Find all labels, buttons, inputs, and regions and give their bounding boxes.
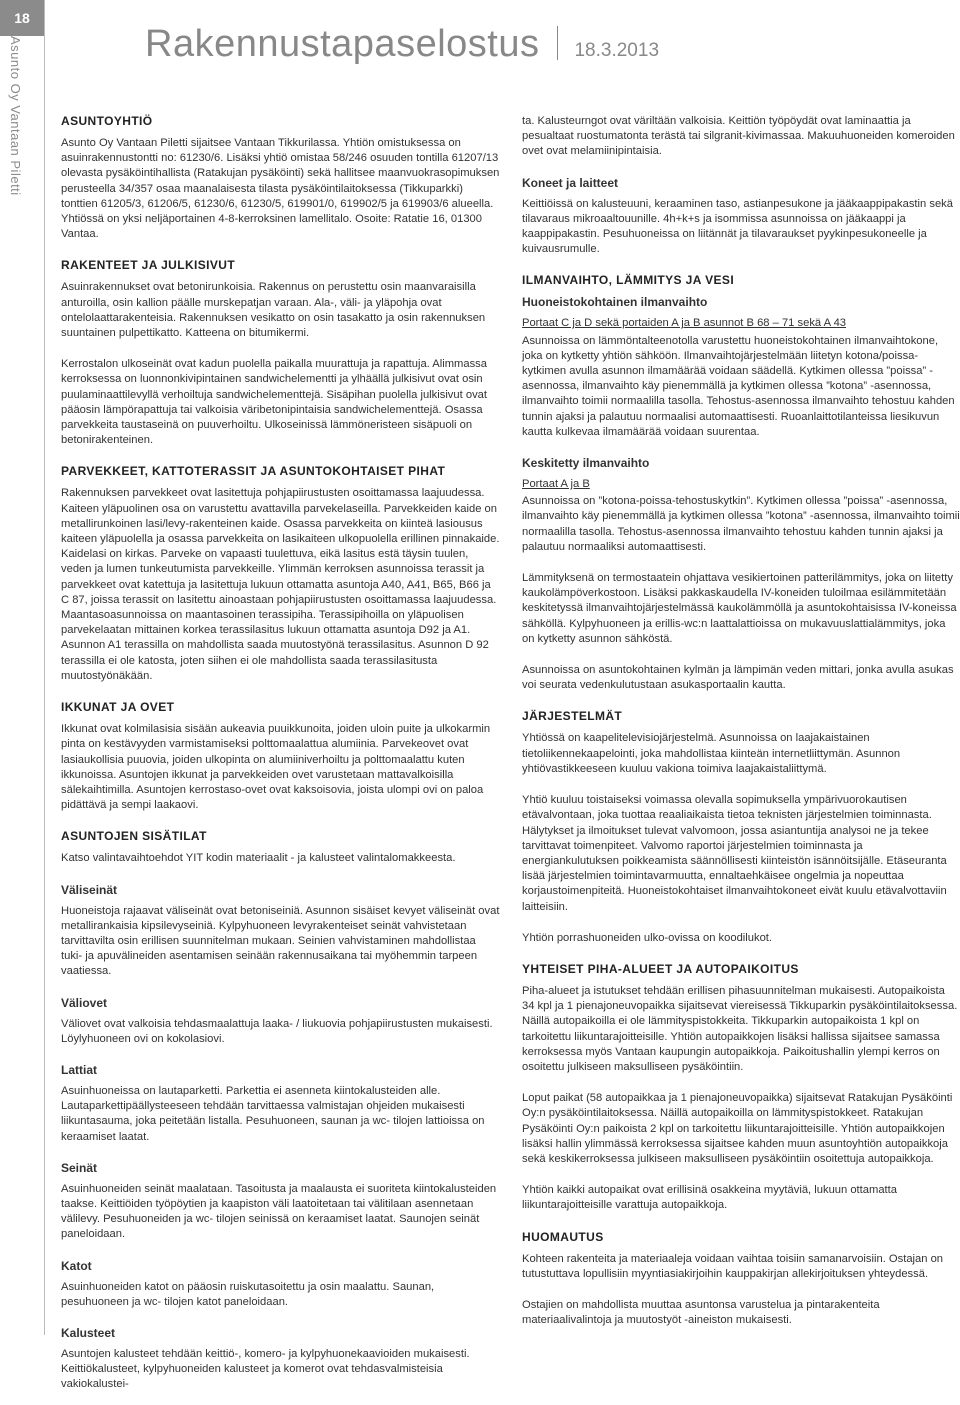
subsection-heading: Koneet ja laitteet [522, 175, 619, 190]
section-heading: RAKENTEET JA JULKISIVUT [61, 258, 236, 273]
subsection-heading: Kalusteet [61, 1325, 116, 1340]
page-date: 18.3.2013 [574, 40, 660, 61]
title-divider [557, 26, 558, 60]
sidebar [0, 0, 45, 1335]
paragraph: ta. Kalusteurngot ovat väriltään valkoisia. Keittiön työpöydät ovat laminaattia ja pesualtaat ruostumatonta terästä tai silgranit-kivimassaa. Makuuhuoneiden komeroiden ovet ovat melamiinipintaisia. [522, 115, 955, 158]
paragraph: Asunnoissa on asuntokohtainen kylmän ja lämpimän veden mittari, jonka avulla asukas voi seurata vedenkulutustaan asukasportaalin kautta. [522, 664, 954, 692]
paragraph: Kerrostalon ulkoseinät ovat kadun puolella paikalla muurattuja ja rapattuja. Alimmassa kerroksessa on luonnonkivipintainen sandwichelementti ja ylhäällä julkisivut ovat osin puulaminaattilevyllä verhoiltuja sandwichelementtejä. Sisäpihan puolella julkisivut ovat pääosin lämpörapattuja tai valkoisia väribetonipintaisia sandwichelementtejä. Osassa parvekkeita taustaseinä on puuverhoiltu. Ulkoseinissä lämmöneristeen sisäpuoli on betonirakenteinen. [61, 358, 487, 447]
paragraph: Väliovet ovat valkoisia tehdasmaalattuja laaka- / liukuovia pohjapiirustusten mukaisesti. Löylyhuoneen ovi on kokolasiovi. [61, 1017, 493, 1045]
left-column [61, 114, 500, 1405]
section-heading: PARVEKKEET, KATTOTERASSIT JA ASUNTOKOHTAISET PIHAT [61, 464, 446, 479]
paragraph: Piha-alueet ja istutukset tehdään erillisen pihasuunnitelman mukaisesti. Autopaikoista 34 kpl ja 1 pienajoneuvopaikka sijaitsevat viereisessä Tikkuparkin pysäköintilaitoksessa. Näillä autopaikoilla ei ole lämmityspistokkeita. Tikkuparkin autopaikoista 1 kpl on tarkoitettu liikuntarajoitteisille. Yhtiön autopaikkojen lisäksi hallissa sijaitsee samassa kerroksessa myös Vantaan kaupungin autopaikkoja. Paikoitushallin ylempi kerros on osoitettu julkiseen maksulliseen pysäköintiin. [522, 984, 958, 1073]
paragraph: Asuinhuoneiden katot on pääosin ruiskutasoitettu ja osin maalattu. Saunan, pesuhuoneen ja wc- tilojen katot paneloidaan. [61, 1280, 435, 1308]
paragraph: Ostajien on mahdollista muuttaa asuntonsa varustelua ja pintarakenteita materiaalivalintoja ja muutostyöt -aineiston mukaisesti. [522, 1298, 880, 1327]
paragraph: Yhtiö kuuluu toistaiseksi voimassa olevalla sopimuksella ympärivuorokautisen etävalvontaan, joka tuottaa reaaliaikaista tietoa teknisten järjestelmien toiminnasta. Hälytykset ja ilmoitukset tulevat valvomoon, jossa asiantuntija analysoi ne ja tekee tarvittavat toimenpiteet. Valvomo raportoi järjestelmien toiminnasta ja energiankulutuksen poikkeamista säännöllisesti kiinteistön isännöitsijälle. Etäseuranta lisää järjestelmien toimintavarmuutta, ennaltaehkäisee ongelmia ja nopeuttaa korjaustoimenpiteitä. Huoneistokohtaiset ilmanvaihtokoneet eivät kuulu etävalvottaviin laitteisiin. [522, 794, 947, 913]
paragraph: Yhtiön kaikki autopaikat ovat erillisinä osakkeina myytäviä, lukuun ottamatta liikuntarajoitteisille varattuja autopaikkoja. [522, 1184, 897, 1212]
section-heading: JÄRJESTELMÄT [522, 709, 623, 724]
paragraph: Katso valintavaihtoehdot YIT kodin materiaalit - ja kalusteet valintalomakkeesta. [61, 852, 456, 865]
section-heading: YHTEISET PIHA-ALUEET JA AUTOPAIKOITUS [522, 961, 799, 976]
paragraph: Yhtiössä on kaapelitelevisiojärjestelmä. Asunnoissa on laajakaistainen tietoliikennekaapelointi, joka mahdollistaa kiinteän internetliittymän. Asunnon yhtiövastikkeeseen kuuluu vakiona toimiva laajakaistaliittymä. [522, 732, 901, 775]
page-number: 18 [0, 0, 44, 36]
right-column [522, 114, 960, 1340]
paragraph: Asuntojen kalusteet tehdään keittiö-, komero- ja kylpyhuonekaavioiden mukaisesti. Keittiökalusteet, kylpyhuoneiden kalusteet ja komerot ovat tehdasvalmisteisia vakiokalustei- [61, 1347, 470, 1391]
page-header [145, 22, 659, 72]
paragraph: Yhtiön porrashuoneiden ulko-ovissa on koodilukot. [522, 931, 773, 944]
subsection-heading: Huoneistokohtainen ilmanvaihto [522, 295, 708, 310]
paragraph: Asuinhuoneiden seinät maalataan. Tasoitusta ja maalausta ei suoriteta kiintokalusteiden taakse. Keittiöiden työpöytien ja kaapiston väli laatoitetaan tai välitilaan asennetaan välilevy. Pesuhuoneiden ja wc- tilojen seinissä on keraamiset laatat. Saunojen seinät paneloidaan. [61, 1182, 497, 1241]
paragraph: Asunnoissa on ”kotona-poissa-tehostuskytkin”. Kytkimen ollessa ”poissa” -asennossa, ilmanvaihto käy pienemmällä ja kytkimen ollessa ”kotona” -asennossa, ilmanvaihto toimii normaalilla tasolla. Tehostus-asennossa ilmanvaihto tehostuu kahden tunnin ajaksi ja palautuu normaaliksi automaattisesti. [522, 495, 960, 553]
section-heading: ASUNTOYHTIÖ [61, 114, 153, 128]
paragraph: Asuinrakennukset ovat betonirunkoisia. Rakennus on perustettu osin maanvaraisilla anturoilla, osin kallion päälle murskepatjan varaan. Ala-, väli- ja yläpohja ovat ontelolaattarakenteisia. Rakennuksen vesikatto on osin tasakatto ja osin rakennuksen suuntainen pulpettikatto. Katteena on bitumikermi. [61, 281, 486, 340]
side-label: Asunto Oy Vantaan Piletti [8, 36, 23, 196]
paragraph: Asunto Oy Vantaan Piletti sijaitsee Vantaan Tikkurilassa. Yhtiön omistuksessa on asuinrakennustontti no: 61230/6. Lisäksi yhtiö omistaa 58/246 osuuden tontilla 61207/13 olevasta pysäköintihallista (Ratakujan pysäköinti) sekä hallitsee maanvuokrasopimuksen perusteella 34/357 osaa maanalaisesta tilasta pysäköintilaitoksessa (Tikkuparkki) tonttien 61205/3, 61206/5, 61230/6, 61230/5, 619901/0, 619902/5 ja 619903/6 alueella. Yhtiössä on yksi neljäportainen 4-8-kerroksinen lamellitalo. Osoite: Ratatie 16, 01300 Vantaa. [61, 137, 500, 241]
section-heading: HUOMAUTUS [522, 1229, 604, 1244]
page-title: Rakennustapaselostus [145, 23, 540, 65]
section-heading: ILMANVAIHTO, LÄMMITYS JA VESI [522, 273, 735, 288]
subsection-heading: Keskitetty ilmanvaihto [522, 456, 650, 471]
section-heading: IKKUNAT JA OVET [61, 700, 175, 715]
paragraph: Keittiöissä on kalusteuuni, keraaminen taso, astianpesukone ja jääkaappipakastin sekä tilavaraus mikroaaltouunille. 4h+k+s ja isommissa asunnoissa on jääkaappi ja kaappipakastin. Pesuhuoneissa on liitännät ja tilavaraukset pyykinpesukoneelle ja kuivausrumulle. [522, 197, 953, 256]
subsection-heading: Väliovet [61, 995, 108, 1010]
paragraph: Asunnoissa on lämmöntalteenotolla varustettu huoneistokohtainen ilmanvaihtokone, joka on kytketty yhtiön sähköön. Ilmanvaihtojärjestelmään liitetyn kotona/poissa-kytkimen avulla asunnon ilmamäärää voidaan säädellä. Kytkimen ollessa ”poissa” -asennossa, ilmanvaihto käy pienemmällä ja kytkimen ollessa ”kotona” -asennossa, ilmanvaihto toimii normaalilla tasolla. Tehostus-asennossa ilmanvaihto tehostuu kahden tunnin ajaksi ja palautuu normaalisi automaattisesti. Ruoanlaittotilanteissa liesikuvun kautta kulkevaa ilmamäärää voidaan suurentaa. [522, 334, 955, 438]
subsection-heading: Lattiat [61, 1062, 97, 1077]
paragraph: Huoneistoja rajaavat väliseinät ovat betoniseiniä. Asunnon sisäiset kevyet väliseinät ovat metallirankaisia kipsilevyseiniä. Kylpyhuoneen levyrakenteiset seinät vahvistetaan tarvittavilta osin erillisen suunnitelman mukaan. Seinien vahvistaminen mahdollistaa tuki- ja apuvälineiden asentamisen seinään rakennusaikana tai myöhemmin tarpeen vaatiessa. [61, 904, 500, 978]
paragraph: Ikkunat ovat kolmilasisia sisään aukeavia puuikkunoita, joiden uloin puite ja ulkokarmin pinta on kestävyyden varmistamiseksi polttomaalattua alumiinia. Parvekeovet ovat lasiaukollisia puuovia, joiden ulkopinta on alumiiniverhoiltu ja polttomaalattu kuten ikkunoissa. Asuntojen ikkunat ja parvekkeiden ovet varustetaan mattavalkoisilla sälekaihtimilla. Asuntojen kerrostaso-ovet ovat kaksoisovia, joista ulompi ovi on paloa pidättävä ja sempi laakaovi. [61, 723, 491, 812]
subsection-heading: Katot [61, 1258, 92, 1273]
underlined-scope: Portaat C ja D sekä portaiden A ja B asunnot B 68 – 71 sekä A 43 [522, 317, 847, 330]
paragraph: Loput paikat (58 autopaikkaa ja 1 pienajoneuvopaikka) sijaitsevat Ratakujan Pysäköinti Oy:n pysäköintilaitoksessa. Näillä autopaikoilla on lämmityspistokkeet. Ratakujan Pysäköinti Oy:n paikoista 2 kpl on tarkoitettu liikuntarajoitteisille. Yhtiön autopaikkojen lisäksi hallin ylimmässä kerroksessa sijaitsee kahden muun asuntoyhtiön autopaikkoja sekä keskikerroksessa julkiseen maksulliseen pysäköintiin osoitettuja autopaikkoja. [522, 1092, 953, 1165]
paragraph: Lämmityksenä on termostaatein ohjattava vesikiertoinen patterilämmitys, joka on liitetty kaukolämpöverkostoon. Lisäksi pakkaskaudella IV-koneiden tuloilmaa esilämmitetään keskitetyssä ilmanvaihtojärjestelmässä kaukolämmöllä ja asuntokohtaisissa IV-koneissa sähköllä. Kylpyhuoneen ja erillis-wc:n laattalattioissa on mukavuuslattialämmitys, joka on kytketty asunnon sähköstä. [522, 572, 957, 645]
subsection-heading: Väliseinät [61, 882, 118, 897]
underlined-scope: Portaat A ja B [522, 478, 590, 491]
section-heading: ASUNTOJEN SISÄTILAT [61, 829, 207, 844]
paragraph: Kohteen rakenteita ja materiaaleja voidaan vaihtaa toisiin samanarvoisiin. Ostajan on tutustuttava lopullisiin myyntiasiakirjoihin kauppakirjan allekirjoituksen yhteydessä. [522, 1252, 944, 1280]
paragraph: Asuinhuoneissa on lautaparketti. Parkettia ei asenneta kiintokalusteiden alle. Lautaparkettipäällysteeseen tehdään tarvittaessa valmistajan ohjeiden mukaisesti liikuntasauma, joka peitetään listalla. Pesuhuoneen, saunan ja wc- tilojen lattioissa on keraamiset laatat. [61, 1084, 485, 1143]
paragraph: Rakennuksen parvekkeet ovat lasitettuja pohjapiirustusten osoittamassa laajuudessa. Kaiteen yläpuolinen osa on varustettu avattavilla parvekelaseilla. Parvekkeiden kaide on metallirunkoinen lasi/levy-rakenteinen kaide. Osassa parvekkeita on kiinteä lasiousus kaiteen yläpuolella ja osassa parvekkeita on lasikaiteen ulkopuolella erillinen pinnakaide. Kaidelasi on kirkas. Parveke on vapaasti tuulettuva, eikä lasitus estä täysin tuulen, veden ja lumen tunkeutumista parvekkeille. Ylimmän kerroksen asunnoissa terassit ja parvekkeet ovat katettuja ja lasitettuja lukuun ottamatta asuntoja A40, A41, B65, B66 ja C 87, joissa terassit on lasitettu ainoastaan pohjapiirustusten osoittamassa laajuudessa. Maantasoasunnoissa on maantasoinen terassipiha. Terassipihoilla on yläpuolisen parvekelaatan mittainen korkea terassilasitus lukuun ottamatta asuntoja D92 ja A1. Asunnon A1 terassilla on mahdollista saada muutostyönä terassilasitus. Asunnon D 92 terassilla ei ole katosta, joten siihen ei ole mahdollista saada terassilasitusta muutostyönäkään. [61, 487, 500, 682]
subsection-heading: Seinät [61, 1160, 98, 1175]
